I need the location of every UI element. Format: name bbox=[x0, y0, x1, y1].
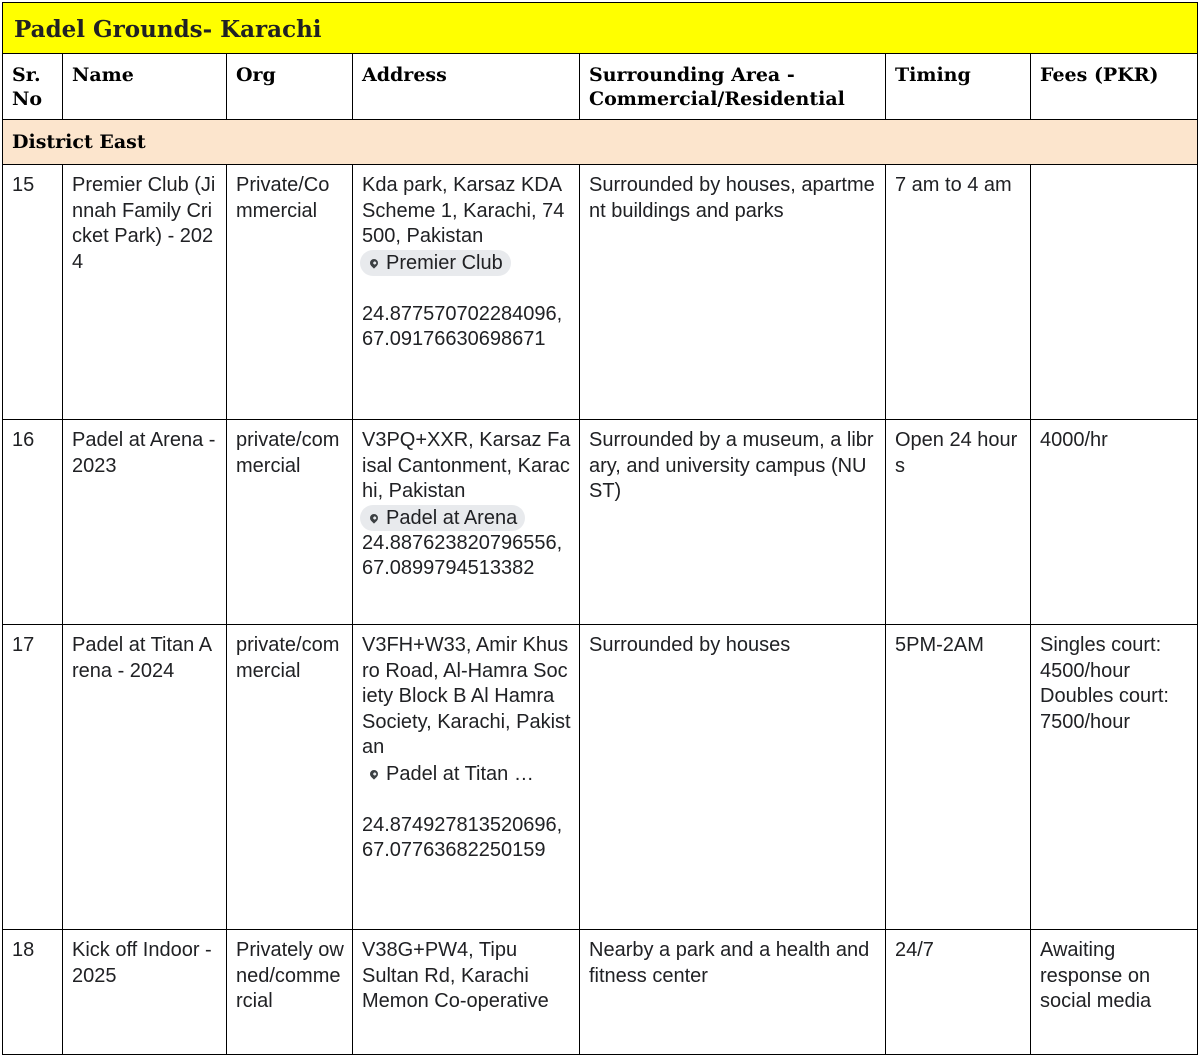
cell-sr-no[interactable]: 15 bbox=[3, 165, 63, 420]
place-chip[interactable] bbox=[360, 761, 542, 787]
header-sr-no[interactable]: Sr. No bbox=[3, 54, 63, 120]
padel-grounds-table bbox=[2, 2, 1198, 1055]
sheet-title[interactable]: Padel Grounds- Karachi bbox=[3, 3, 1198, 54]
title-row bbox=[3, 3, 1198, 54]
cell-org[interactable]: Privately owned/commercial bbox=[227, 930, 353, 1055]
cell-timing[interactable]: 5PM-2AM bbox=[886, 625, 1031, 930]
place-chip-label: Padel at Arena bbox=[386, 506, 518, 529]
map-pin-icon bbox=[368, 257, 379, 268]
cell-org[interactable]: private/commercial bbox=[227, 420, 353, 625]
cell-fees[interactable]: Awaiting response on social media bbox=[1031, 930, 1198, 1055]
map-pin-icon bbox=[368, 512, 379, 523]
cell-fees[interactable]: 4000/hr bbox=[1031, 420, 1198, 625]
header-row bbox=[3, 54, 1198, 120]
map-pin-icon bbox=[368, 768, 379, 779]
cell-timing[interactable]: 7 am to 4 am bbox=[886, 165, 1031, 420]
cell-org[interactable]: Private/Commercial bbox=[227, 165, 353, 420]
coordinates-text: 24.887623820796556, 67.0899794513382 bbox=[362, 531, 563, 579]
table-row bbox=[3, 625, 1198, 930]
header-address[interactable]: Address bbox=[353, 54, 580, 120]
cell-address[interactable] bbox=[353, 625, 580, 930]
table-row bbox=[3, 165, 1198, 420]
cell-org[interactable]: private/commercial bbox=[227, 625, 353, 930]
cell-sr-no[interactable]: 16 bbox=[3, 420, 63, 625]
cell-address[interactable] bbox=[353, 930, 580, 1055]
cell-name[interactable]: Padel at Titan Arena - 2024 bbox=[63, 625, 227, 930]
header-name[interactable]: Name bbox=[63, 54, 227, 120]
address-text: Kda park, Karsaz KDA Scheme 1, Karachi, 74500, Pakistan bbox=[362, 174, 565, 247]
table-row bbox=[3, 930, 1198, 1055]
district-row bbox=[3, 120, 1198, 165]
header-org[interactable]: Org bbox=[227, 54, 353, 120]
cell-timing[interactable]: 24/7 bbox=[886, 930, 1031, 1055]
spacer bbox=[362, 787, 571, 813]
district-label[interactable]: District East bbox=[3, 120, 1198, 165]
table-row bbox=[3, 420, 1198, 625]
spacer bbox=[362, 276, 571, 302]
header-timing[interactable]: Timing bbox=[886, 54, 1031, 120]
place-chip-label: Premier Club bbox=[386, 251, 503, 274]
cell-sr-no[interactable]: 17 bbox=[3, 625, 63, 930]
cell-surrounding-area[interactable]: Surrounded by houses bbox=[580, 625, 886, 930]
cell-name[interactable]: Kick off Indoor - 2025 bbox=[63, 930, 227, 1055]
cell-surrounding-area[interactable]: Surrounded by a museum, a library, and university campus (NUST) bbox=[580, 420, 886, 625]
cell-timing[interactable]: Open 24 hours bbox=[886, 420, 1031, 625]
cell-surrounding-area[interactable]: Nearby a park and a health and fitness center bbox=[580, 930, 886, 1055]
coordinates-text: 24.874927813520696, 67.07763682250159 bbox=[362, 813, 563, 861]
cell-fees[interactable] bbox=[1031, 165, 1198, 420]
address-text: V3PQ+XXR, Karsaz Faisal Cantonment, Karachi, Pakistan bbox=[362, 429, 571, 502]
header-surrounding-area[interactable]: Surrounding Area - Commercial/Residential bbox=[580, 54, 886, 120]
cell-name[interactable]: Padel at Arena - 2023 bbox=[63, 420, 227, 625]
place-chip[interactable] bbox=[360, 250, 511, 276]
cell-surrounding-area[interactable]: Surrounded by houses, apartment buildings and parks bbox=[580, 165, 886, 420]
header-fees[interactable]: Fees (PKR) bbox=[1031, 54, 1198, 120]
place-chip-label: Padel at Titan … bbox=[386, 762, 534, 785]
address-text: V38G+PW4, Tipu Sultan Rd, Karachi Memon Co-operative bbox=[362, 939, 549, 1012]
cell-address[interactable] bbox=[353, 165, 580, 420]
cell-name[interactable]: Premier Club (Jinnah Family Cricket Park) - 2024 bbox=[63, 165, 227, 420]
coordinates-text: 24.877570702284096, 67.09176630698671 bbox=[362, 302, 563, 350]
cell-address[interactable] bbox=[353, 420, 580, 625]
cell-sr-no[interactable]: 18 bbox=[3, 930, 63, 1055]
cell-fees[interactable]: Singles court: 4500/hour Doubles court: 7500/hour bbox=[1031, 625, 1198, 930]
address-text: V3FH+W33, Amir Khusro Road, Al-Hamra Society Block B Al Hamra Society, Karachi, Pakistan bbox=[362, 634, 571, 758]
place-chip[interactable] bbox=[360, 505, 525, 531]
